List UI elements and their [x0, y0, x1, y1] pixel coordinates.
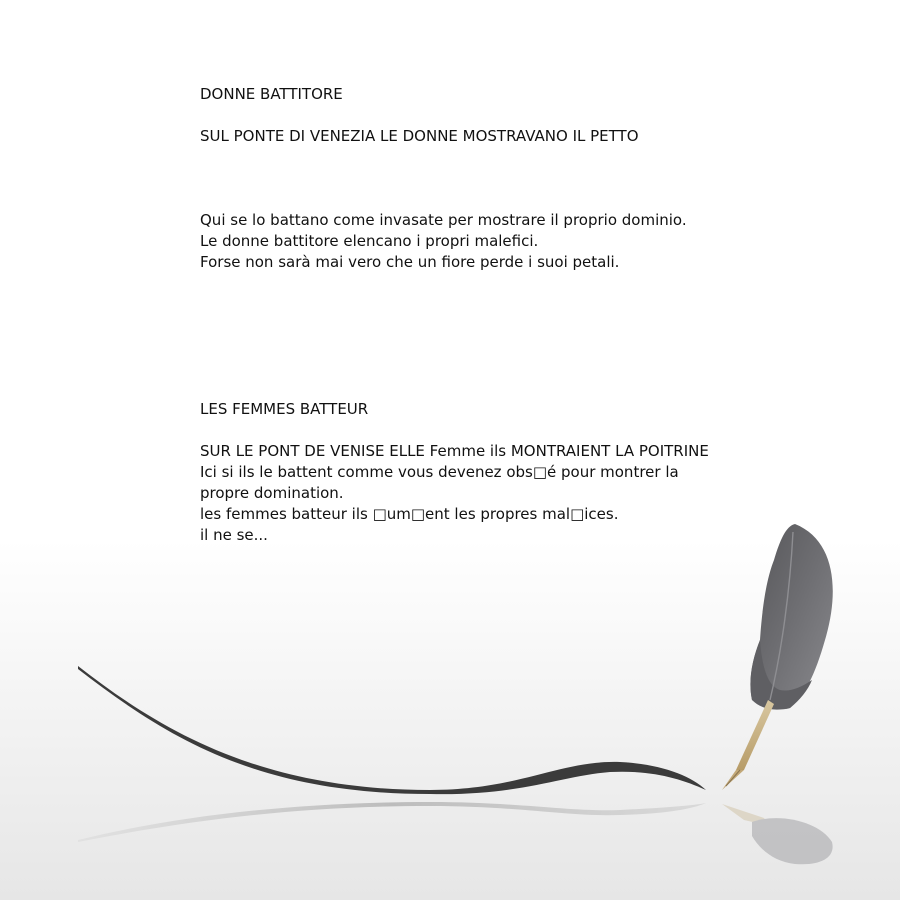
poem-line: Forse non sarà mai vero che un fiore perde i suoi petali. — [200, 253, 620, 271]
feather-icon — [750, 524, 832, 710]
french-title: LES FEMMES BATTEUR — [200, 400, 369, 418]
pen-nib-icon — [722, 700, 774, 790]
french-poem — [200, 399, 720, 546]
feather-reflection — [722, 804, 833, 864]
ink-reflection — [78, 802, 706, 842]
italian-title: DONNE BATTITORE — [200, 85, 343, 103]
poem-line: les femmes batteur ils □um□ent les propres mal□ices. — [200, 505, 619, 523]
poem-line: Ici si ils le battent comme vous devenez obs□é pour montrer la propre domination. — [200, 463, 679, 502]
poem-line: Le donne battitore elencano i propri malefici. — [200, 232, 539, 250]
poem-line: il ne se... — [200, 526, 268, 544]
italian-subtitle: SUL PONTE DI VENEZIA LE DONNE MOSTRAVANO IL PETTO — [200, 127, 639, 145]
italian-poem — [200, 210, 720, 273]
french-subtitle: SUR LE PONT DE VENISE ELLE Femme ils MONTRAIENT LA POITRINE — [200, 442, 709, 460]
italian-heading — [200, 84, 720, 147]
poem-line: Qui se lo battano come invasate per mostrare il proprio dominio. — [200, 211, 687, 229]
ink-stroke — [78, 666, 706, 794]
